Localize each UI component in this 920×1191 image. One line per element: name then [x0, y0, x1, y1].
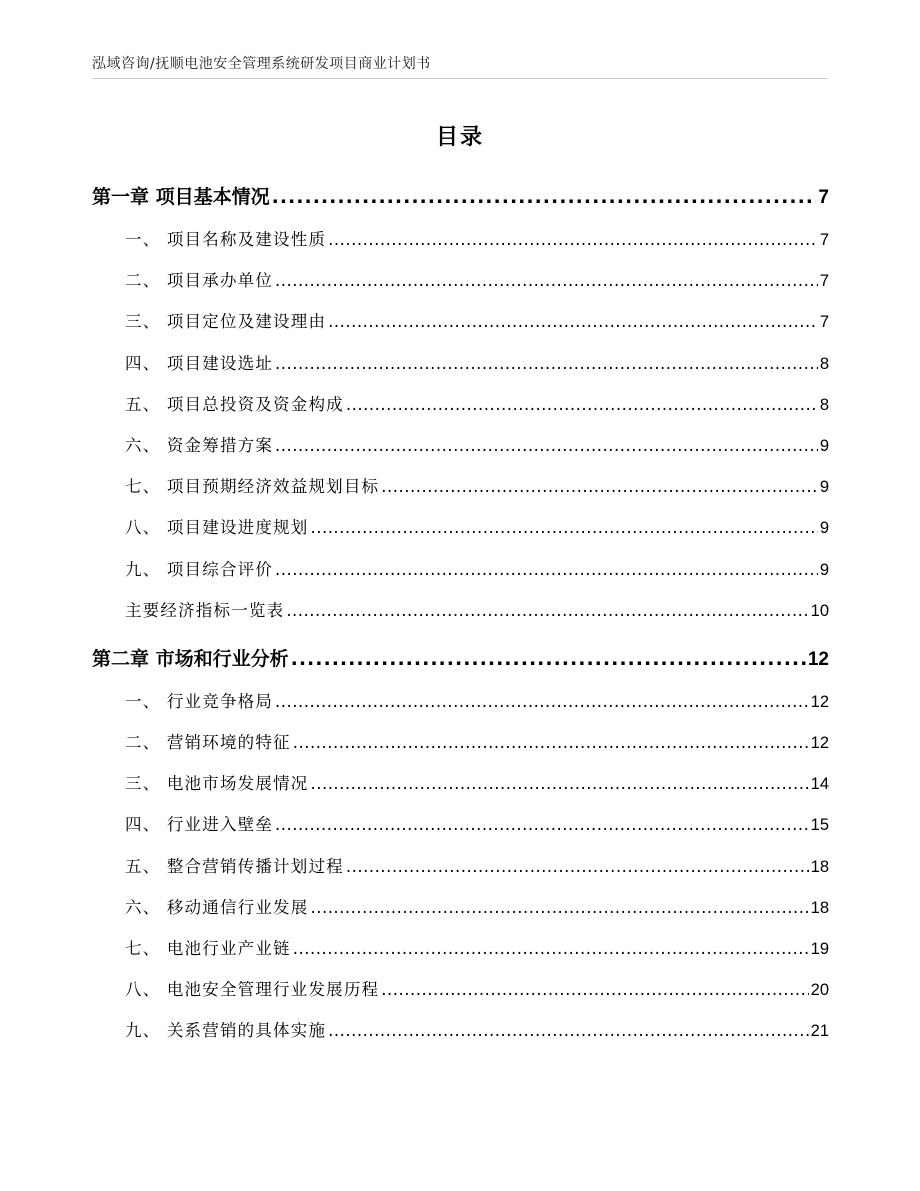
- dot-leader: [328, 230, 818, 249]
- toc-entry-page: 12: [807, 648, 829, 670]
- dot-leader: [328, 312, 818, 331]
- toc-entry-text: 七、 项目预期经济效益规划目标: [125, 477, 380, 497]
- toc-entry-text: 九、 项目综合评价: [125, 559, 274, 579]
- toc-entry-page: 7: [819, 231, 829, 249]
- toc-entry-section[interactable]: [92, 688, 829, 729]
- toc-entry-section[interactable]: [92, 729, 829, 770]
- toc-entry-text: 二、 营销环境的特征: [125, 733, 291, 753]
- toc-entry-section[interactable]: [92, 770, 829, 811]
- toc-entry-section[interactable]: [92, 976, 829, 1017]
- dot-leader: [310, 898, 808, 917]
- toc-entry-page: 12: [810, 734, 829, 753]
- dot-leader: [286, 601, 808, 620]
- toc-entry-page: 12: [810, 692, 829, 711]
- toc-entry-page: 21: [810, 1022, 829, 1041]
- dot-leader: [275, 692, 809, 711]
- toc-entry-section[interactable]: [92, 1017, 829, 1058]
- toc-entry-page: 7: [818, 187, 829, 208]
- toc-entry-section[interactable]: [92, 514, 829, 555]
- dot-leader: [272, 186, 817, 208]
- toc-entry-section[interactable]: [92, 267, 829, 308]
- toc-entry-page: 9: [819, 560, 829, 579]
- toc-entry-text: 五、 整合营销传播计划过程: [125, 856, 344, 876]
- dot-leader: [275, 815, 809, 834]
- running-header: 泓域咨询/抚顺电池安全管理系统研发项目商业计划书: [92, 56, 431, 72]
- dot-leader: [275, 354, 818, 373]
- toc-entry-section[interactable]: [92, 473, 829, 514]
- toc-entry-section[interactable]: [92, 350, 829, 391]
- toc-entry-page: 18: [810, 898, 829, 917]
- dot-leader: [381, 980, 808, 999]
- dot-leader: [328, 1021, 808, 1040]
- toc-entry-chapter-1[interactable]: [92, 176, 829, 223]
- toc-entry-section[interactable]: [92, 894, 829, 935]
- toc-entry-text: 第二章 市场和行业分析: [92, 647, 289, 670]
- toc-entry-section[interactable]: [92, 432, 829, 473]
- toc-entry-page: 18: [810, 857, 829, 876]
- toc-entry-page: 15: [810, 816, 829, 835]
- toc-entry-page: 9: [819, 519, 829, 538]
- dot-leader: [275, 271, 818, 290]
- toc-entry-page: 8: [819, 354, 829, 373]
- toc-entry-page: 9: [819, 478, 829, 497]
- toc-entry-page: 7: [819, 272, 829, 291]
- toc-entry-text: 七、 电池行业产业链: [125, 939, 291, 958]
- dot-leader: [275, 436, 818, 455]
- toc-entry-text: 四、 项目建设选址: [125, 353, 274, 373]
- toc-entry-section[interactable]: [92, 935, 829, 976]
- toc-entry-section[interactable]: [92, 853, 829, 894]
- toc-entry-text: 八、 项目建设进度规划: [125, 518, 309, 538]
- header-rule: [92, 78, 828, 79]
- toc-entry-page: 20: [810, 981, 829, 1000]
- toc-entry-section[interactable]: [92, 391, 829, 432]
- toc-entry-text: 三、 电池市场发展情况: [125, 774, 309, 794]
- dot-leader: [291, 648, 806, 670]
- toc-entry-text: 九、 关系营销的具体实施: [125, 1021, 327, 1041]
- toc-entry-page: 19: [810, 940, 829, 958]
- toc-entry-page: 9: [819, 436, 829, 455]
- dot-leader: [346, 857, 809, 876]
- toc-entry-text: 一、 项目名称及建设性质: [125, 230, 327, 249]
- toc-entry-page: 8: [819, 395, 829, 414]
- toc-entry-text: 三、 项目定位及建设理由: [125, 312, 327, 332]
- dot-leader: [310, 774, 808, 793]
- toc-entry-text: 四、 行业进入壁垒: [125, 815, 274, 835]
- toc-entry-text: 主要经济指标一览表: [125, 600, 285, 620]
- toc-entry-text: 八、 电池安全管理行业发展历程: [125, 980, 380, 1000]
- dot-leader: [310, 518, 817, 537]
- toc-entry-section[interactable]: [92, 556, 829, 597]
- toc-entry-chapter-2[interactable]: [92, 638, 829, 685]
- toc-entry-section[interactable]: [92, 597, 829, 638]
- dot-leader: [381, 477, 818, 496]
- table-of-contents: [92, 176, 829, 1059]
- toc-entry-text: 第一章 项目基本情况: [92, 186, 270, 208]
- toc-entry-section[interactable]: [92, 811, 829, 852]
- dot-leader: [275, 560, 818, 579]
- toc-entry-section[interactable]: [92, 226, 829, 267]
- toc-entry-page: 7: [819, 313, 829, 332]
- toc-entry-text: 六、 移动通信行业发展: [125, 897, 309, 917]
- toc-title: 目录: [435, 125, 484, 150]
- toc-entry-text: 一、 行业竞争格局: [125, 691, 274, 711]
- toc-entry-page: 10: [810, 601, 829, 620]
- toc-entry-page: 14: [810, 775, 829, 794]
- toc-entry-section[interactable]: [92, 308, 829, 349]
- toc-entry-text: 五、 项目总投资及资金构成: [125, 394, 344, 414]
- dot-leader: [293, 733, 809, 752]
- dot-leader: [293, 939, 809, 958]
- dot-leader: [346, 395, 818, 414]
- toc-entry-text: 六、 资金筹措方案: [125, 435, 274, 455]
- toc-entry-text: 二、 项目承办单位: [125, 271, 274, 291]
